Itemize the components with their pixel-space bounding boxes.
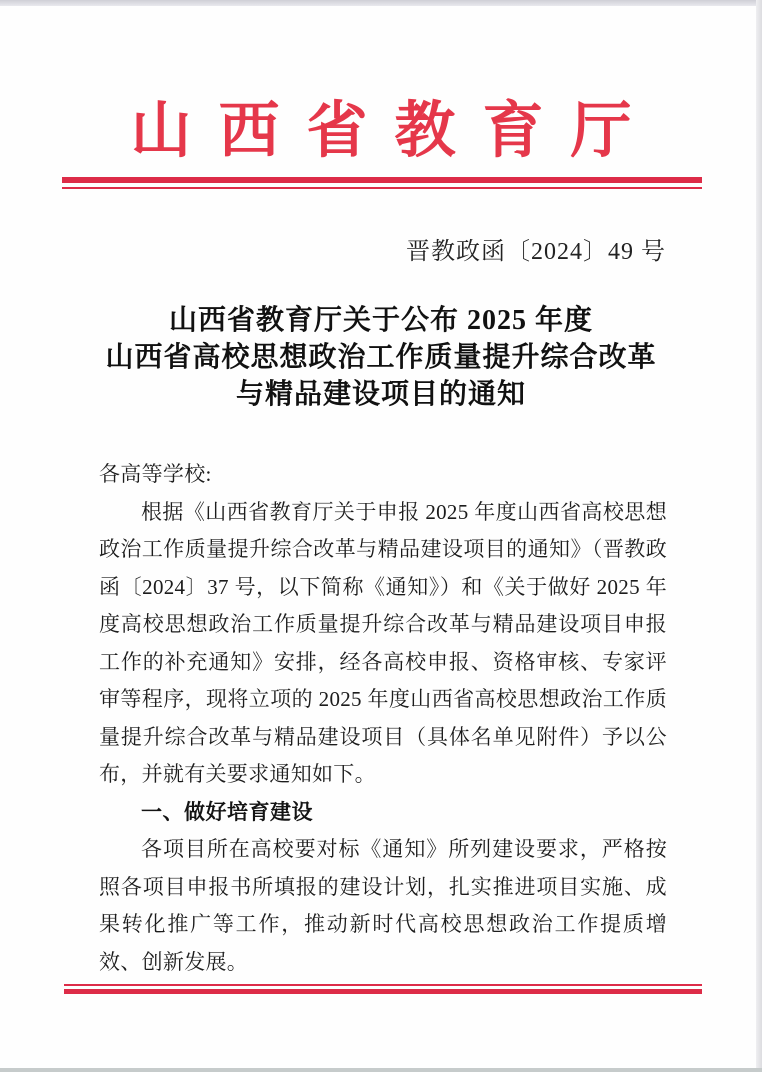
- document-title-line-1: 山西省教育厅关于公布 2025 年度: [168, 305, 593, 336]
- letterhead-rule-thick: [62, 177, 702, 183]
- salutation: 各高等学校:: [99, 462, 212, 486]
- body-paragraph-2: 各项目所在高校要对标《通知》所列建设要求，严格按照各项目申报书所填报的建设计划，扎实推进项目实施、成果转化推广等工作，推动新时代高校思想政治工作提质增效、创新发展。: [99, 837, 667, 974]
- document-title: [0, 302, 762, 413]
- body-paragraph-1: 根据《山西省教育厅关于申报 2025 年度山西省高校思想政治工作质量提升综合改革与精品建设项目的通知》（晋教政函〔2024〕37 号，以下简称《通知》）和《关于做好 2025 年度高校思想政治工作质量提升综合改革与精品建设项目申报工作的补充通知》安排，经各高校申报、资格审核、专家评审等程序，现将立项的 2025 年度山西省高校思想政治工作质量提升综合改革与精品建设项目（具体名单见附件）予以公布，并就有关要求通知如下。: [99, 499, 667, 786]
- scan-edge-bottom: [0, 1068, 762, 1072]
- section-heading-1: 一、做好培育建设: [141, 800, 313, 824]
- scan-edge-top: [0, 0, 762, 6]
- document-body: [99, 456, 667, 981]
- footer-rule-thick: [64, 989, 702, 994]
- document-title-line-3: 与精品建设项目的通知: [235, 379, 526, 410]
- document-number: 晋教政函〔2024〕49 号: [406, 239, 666, 265]
- document-title-line-2: 山西省高校思想政治工作质量提升综合改革: [105, 342, 657, 373]
- letterhead-agency-name: 山西省教育厅: [130, 98, 659, 165]
- footer-rule-thin: [64, 984, 702, 986]
- letterhead-rule-thin: [62, 187, 702, 189]
